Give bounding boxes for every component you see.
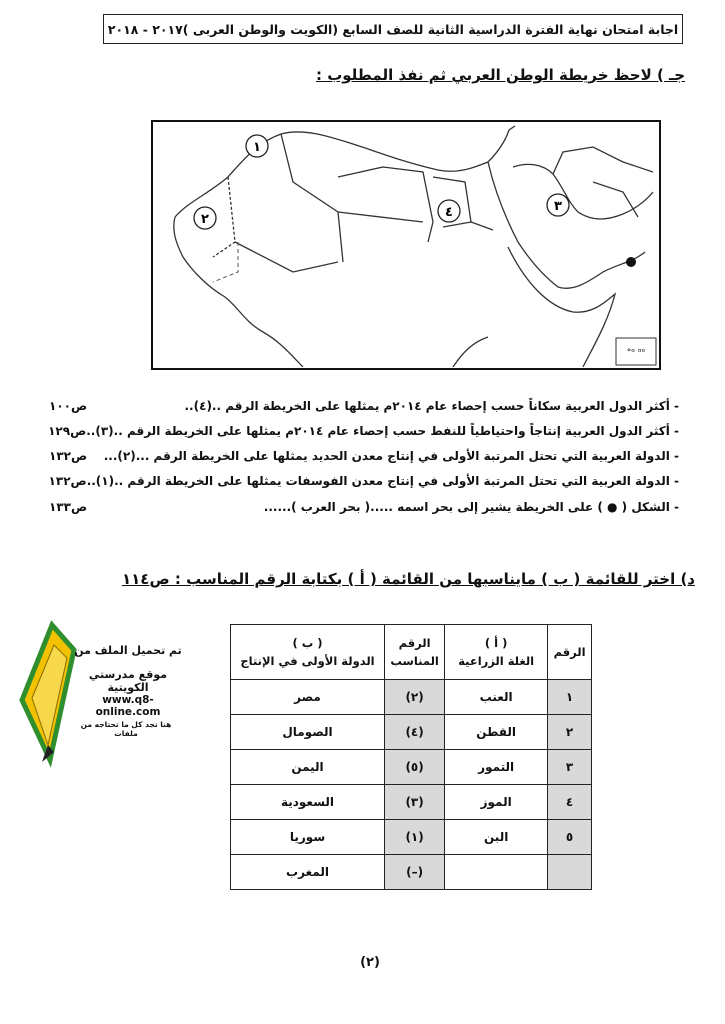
table-row	[231, 855, 592, 890]
row-crop	[445, 855, 548, 890]
page-ref: ص١٠٠	[49, 399, 88, 413]
arabian-sea-dot	[626, 257, 636, 267]
map-drawing	[153, 122, 658, 367]
row-country: سوريا	[231, 820, 385, 855]
header-match-label: المناسب	[390, 654, 439, 668]
question-line	[49, 446, 679, 466]
header-list-a-label: الغلة الزراعية	[458, 654, 535, 668]
section-c-title: جـ ) لاحظ خريطة الوطن العربي ثم نفذ المطلوب :	[315, 66, 685, 84]
logo-line2: موقع مدرستي الكويتية	[88, 668, 168, 694]
map-label-1	[246, 135, 268, 157]
header-num: الرقم	[548, 625, 592, 680]
page-ref: ص١٣٢	[49, 449, 88, 463]
row-crop: الموز	[445, 785, 548, 820]
row-crop: القطن	[445, 715, 548, 750]
table-row	[231, 785, 592, 820]
header-match-top: الرقم	[398, 635, 431, 650]
question-text: - أكثر الدول العربية إنتاجاً واحتياطياً للنفط حسب إحصاء عام ٢٠١٤م يمثلها على الخريطة الرقم ..(٣)..	[86, 424, 679, 438]
header-list-a	[445, 625, 548, 680]
header-list-a-top: ( أ )	[484, 635, 508, 650]
row-num	[548, 855, 592, 890]
row-match: (١)	[385, 820, 445, 855]
row-country: السعودية	[231, 785, 385, 820]
row-num: ٣	[548, 750, 592, 785]
question-line	[49, 396, 679, 416]
question-line	[49, 497, 679, 517]
table-row	[231, 820, 592, 855]
table-row	[231, 750, 592, 785]
logo-line3: هنا تجد كل ما تحتاجه من ملفات	[80, 720, 172, 738]
exam-title: اجابة امتحان نهاية الفترة الدراسية الثانية للصف السابع (الكويت والوطن العربى )٢٠١٧ - ٢٠١٨	[107, 21, 679, 37]
question-line	[49, 471, 679, 491]
row-crop: التمور	[445, 750, 548, 785]
row-country: المغرب	[231, 855, 385, 890]
row-match: (٣)	[385, 785, 445, 820]
page-number: (٢)	[360, 955, 380, 970]
logo-line1: تم تحميل الملف من	[74, 644, 182, 657]
row-match: (٤)	[385, 715, 445, 750]
exam-header	[103, 14, 683, 44]
question-line	[49, 421, 679, 441]
header-list-b-top: ( ب )	[292, 635, 323, 650]
table-header-row	[231, 625, 592, 680]
row-country: مصر	[231, 680, 385, 715]
row-country: الصومال	[231, 715, 385, 750]
page-ref: ص١٣٢	[48, 474, 87, 488]
section-d-title: د) اختر للقائمة ( ب ) مايناسبها من القائمة ( أ ) بكتابة الرقم المناسب : ص١١٤	[122, 570, 695, 588]
table-row	[231, 680, 592, 715]
page-ref: ص١٢٩	[48, 424, 87, 438]
svg-text:٢: ٢	[201, 212, 209, 227]
map-inset-marks: °ᵒ ᵒᵒ	[626, 348, 646, 358]
svg-text:١: ١	[253, 140, 261, 155]
row-match: (–)	[385, 855, 445, 890]
map-label-3	[547, 194, 569, 216]
row-match: (٥)	[385, 750, 445, 785]
row-num: ٢	[548, 715, 592, 750]
map-label-4	[438, 200, 460, 222]
map-label-2	[194, 207, 216, 229]
row-country: اليمن	[231, 750, 385, 785]
question-text: - الدولة العربية التي تحتل المرتبة الأولى في إنتاج معدن الحديد يمثلها على الخريطة الرقم ...(٢)...	[103, 449, 679, 463]
row-num: ٤	[548, 785, 592, 820]
row-crop: العنب	[445, 680, 548, 715]
question-text: - الشكل ( ● ) على الخريطة يشير إلى بحر اسمه .....( بحر العرب )......	[263, 500, 679, 514]
question-text: - أكثر الدول العربية سكاناً حسب إحصاء عام ٢٠١٤م يمثلها على الخريطة الرقم ..(٤)..	[184, 399, 679, 413]
row-num: ١	[548, 680, 592, 715]
row-num: ٥	[548, 820, 592, 855]
svg-text:٣: ٣	[554, 199, 562, 214]
svg-text:٤: ٤	[445, 205, 453, 220]
matching-table	[230, 624, 592, 890]
row-match: (٢)	[385, 680, 445, 715]
question-text: - الدولة العربية التي تحتل المرتبة الأولى في إنتاج معدن الفوسفات يمثلها على الخريطة الرقم ..(١)..	[86, 474, 679, 488]
logo-url: www.q8-online.com	[95, 694, 161, 718]
site-logo	[12, 620, 182, 770]
arab-world-map	[151, 120, 661, 370]
header-list-b	[231, 625, 385, 680]
page-ref: ص١٣٣	[49, 500, 88, 514]
table-row	[231, 715, 592, 750]
header-list-b-label: الدولة الأولى في الإنتاج	[240, 654, 375, 668]
row-crop: البن	[445, 820, 548, 855]
header-match	[385, 625, 445, 680]
